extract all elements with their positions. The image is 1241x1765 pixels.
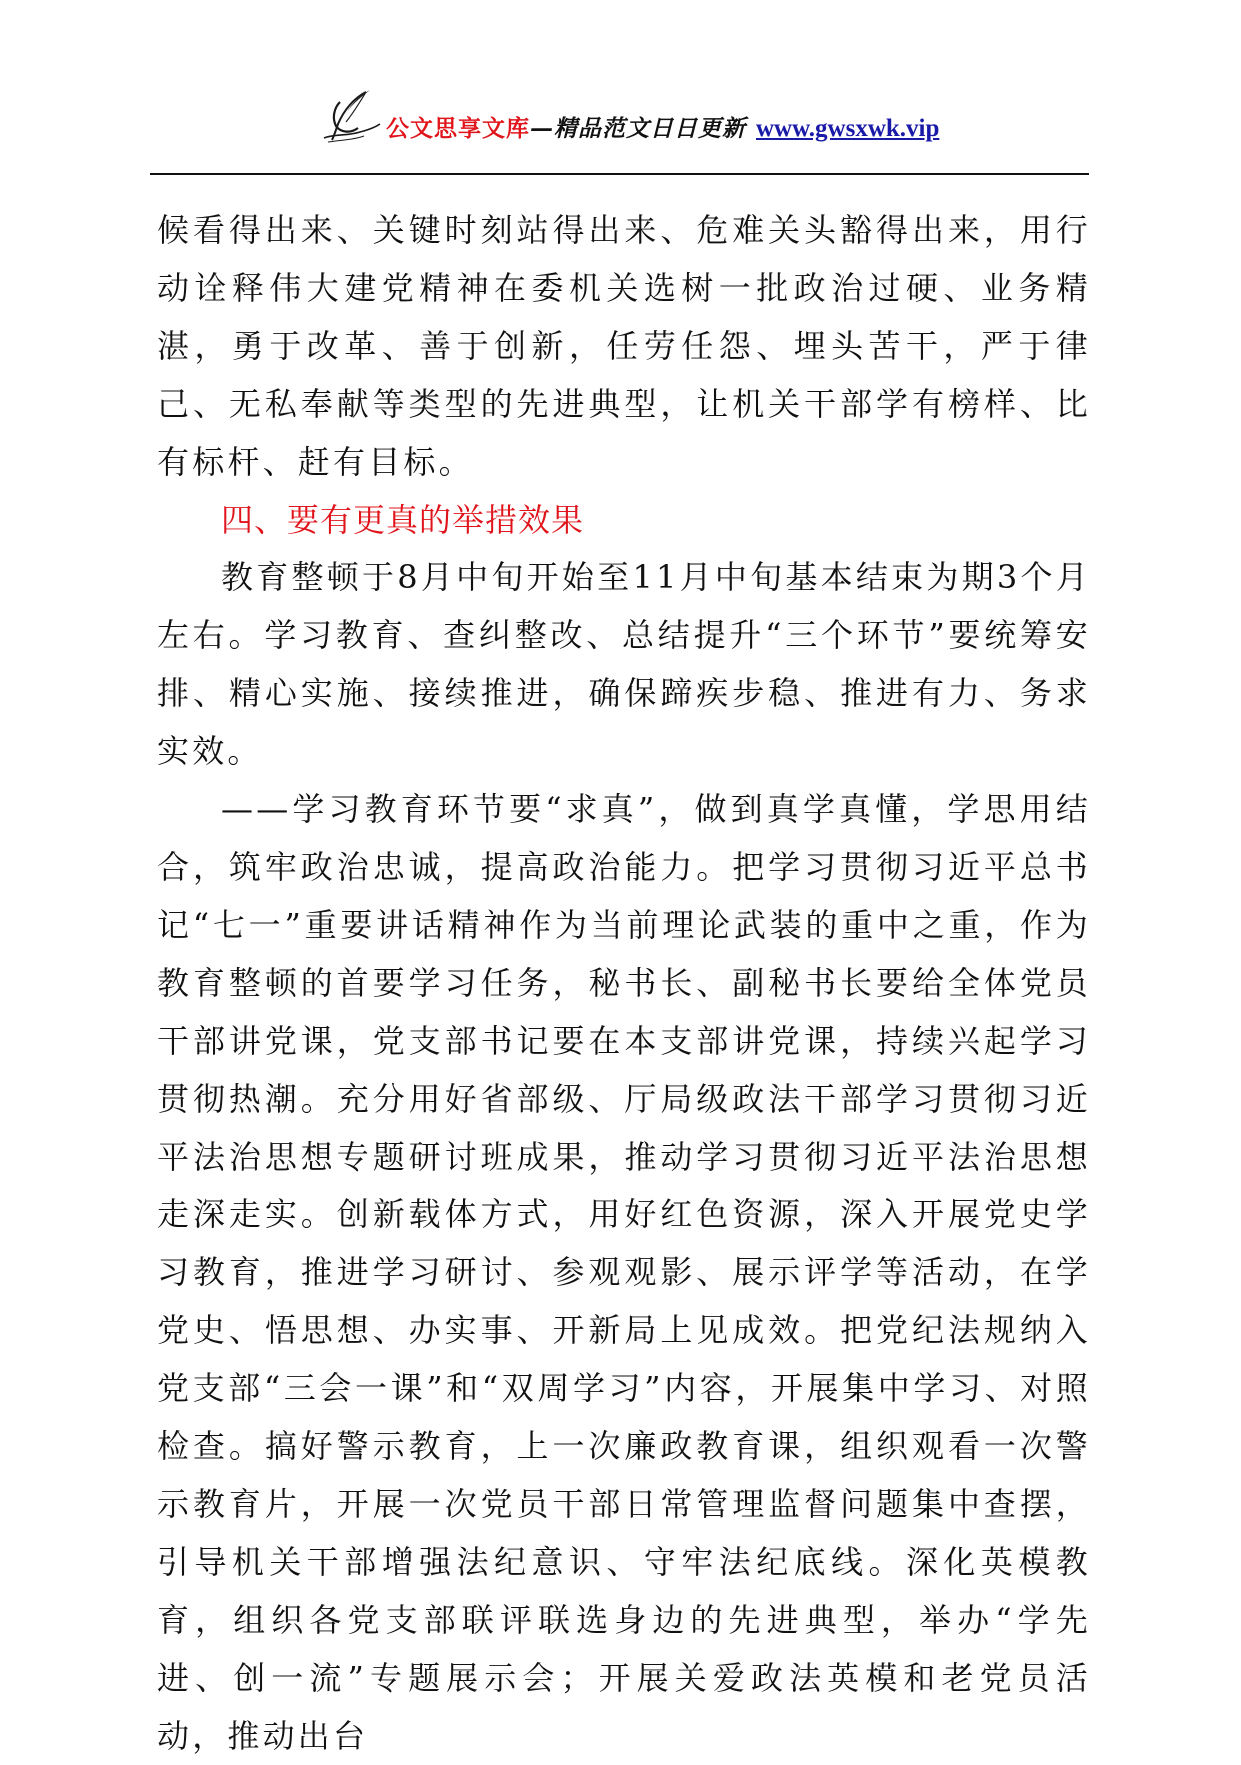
quill-pen-logo-icon [320,88,384,144]
paragraph: 教育整顿于8月中旬开始至11月中旬基本结束为期3个月左右。学习教育、查纠整改、总结提升“三个环节”要统筹安排、精心实施、接续推进，确保蹄疾步稳、推进有力、务求实效。 [157,558,1091,771]
paragraph: 候看得出来、关键时刻站得出来、危难关头豁得出来，用行动诠释伟大建党精神在委机关选树一批政治过硬、业务精湛，勇于改革、善于创新，任劳任怨、埋头苦干，严于律己、无私奉献等类型的先进典型，让机关干部学有榜样、比有标杆、赶有目标。 [157,211,1091,481]
header-divider [150,173,1089,175]
paragraph: ——学习教育环节要“求真”，做到真学真懂，学思用结合，筑牢政治忠诚，提高政治能力。把学习贯彻习近平总书记“七一”重要讲话精神作为当前理论武装的重中之重，作为教育整顿的首要学习任务，秘书长、副秘书长要给全体党员干部讲党课，党支部书记要在本支部讲党课，持续兴起学习贯彻热潮。充分用好省部级、厅局级政法干部学习贯彻习近平法治思想专题研讨班成果，推动学习贯彻习近平法治思想走深走实。创新载体方式，用好红色资源，深入开展党史学习教育，推进学习研讨、参观观影、展示评学等活动，在学党史、悟思想、办实事、开新局上见成效。把党纪法规纳入党支部“三会一课”和“双周学习”内容，开展集中学习、对照检查。搞好警示教育，上一次廉政教育课，组织观看一次警示教育片，开展一次党员干部日常管理监督问题集中查摆，引导机关干部增强法纪意识、守牢法纪底线。深化英模教育，组织各党支部联评联选身边的先进典型，举办“学先进、创一流”专题展示会；开展关爱政法英模和老党员活动，推动出台 [157,790,1091,1755]
section-heading: 四、要有更真的举措效果 [221,500,585,539]
header-title [386,110,939,143]
document-body [157,202,1091,1765]
site-name: 公文思享文库 [386,115,530,142]
page-header [150,82,1090,152]
site-url-link[interactable]: www.gwsxwk.vip [756,115,940,142]
site-slogan: —精品范文日日更新 [530,115,746,142]
